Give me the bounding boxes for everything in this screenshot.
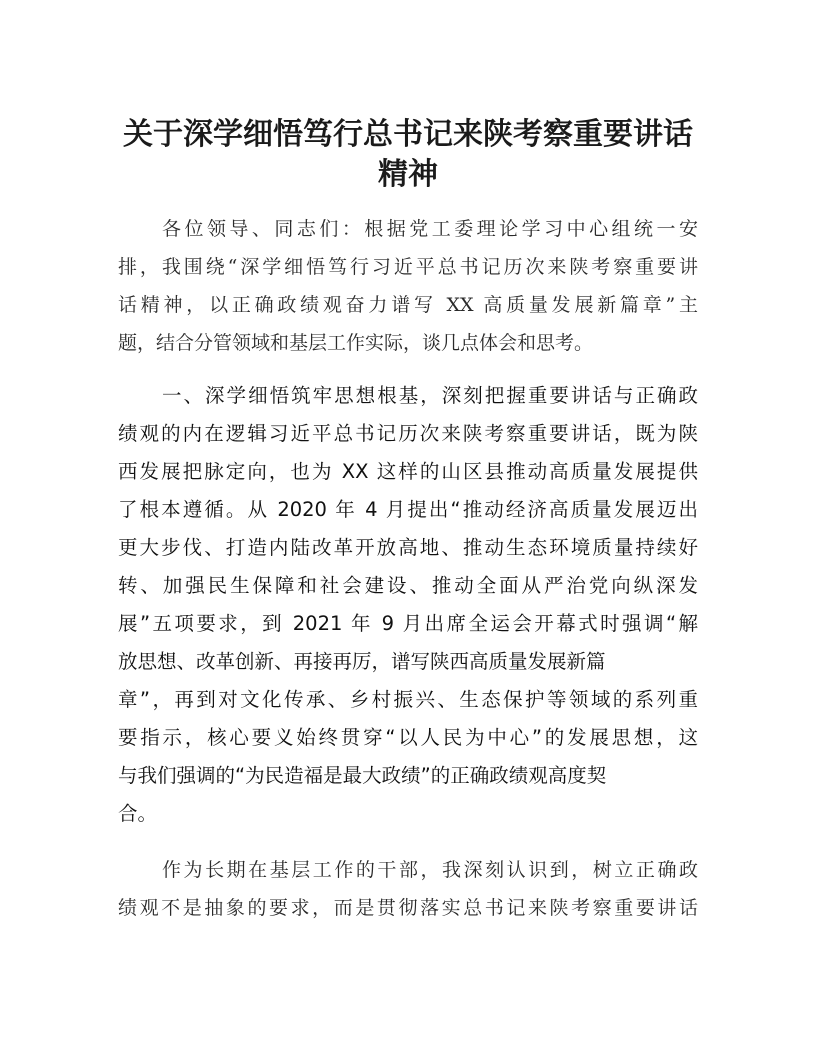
document-title-line-2: 精神 xyxy=(378,157,438,192)
paragraph-line: 一、深学细悟筑牢思想根基，深刻把握重要讲话与正确政 xyxy=(162,384,698,407)
paragraph-line: 题，结合分管领域和基层工作实际，谈几点体会和思考。 xyxy=(118,332,594,354)
paragraph-section-one xyxy=(118,377,698,833)
paragraph-line: 章”，再到对文化传承、乡村振兴、生态保护等领域的系列重 xyxy=(118,688,698,711)
paragraph-line: 了根本遵循。从 2020 年 4 月提出“推动经济高质量发展迈出 xyxy=(118,498,698,521)
paragraph-line: 放思想、改革创新、再接再厉，谱写陕西高质量发展新篇 xyxy=(118,650,606,673)
paragraph-line: 要指示，核心要义始终贯穿“以人民为中心”的发展思想，这 xyxy=(118,726,698,749)
paragraph-line: 作为长期在基层工作的干部，我深刻认识到，树立正确政 xyxy=(162,859,698,881)
paragraph-opening xyxy=(118,210,698,362)
paragraph-line: 与我们强调的“为民造福是最大政绩”的正确政绩观高度契 xyxy=(118,764,607,787)
paragraph-line: 绩观不是抽象的要求，而是贯彻落实总书记来陕考察重要讲话 xyxy=(118,897,698,919)
paragraph-line: 更大步伐、打造内陆改革开放高地、推动生态环境质量持续好 xyxy=(118,536,698,559)
paragraph-line: 合。 xyxy=(118,802,158,825)
paragraph-reflection xyxy=(118,851,698,927)
paragraph-line: 西发展把脉定向，也为 XX 这样的山区县推动高质量发展提供 xyxy=(118,460,698,483)
paragraph-line: 排，我围绕“深学细悟笃行习近平总书记历次来陕考察重要讲 xyxy=(118,256,698,278)
paragraph-line: 展”五项要求，到 2021 年 9 月出席全运会开幕式时强调“解 xyxy=(118,612,698,635)
paragraph-line: 话精神，以正确政绩观奋力谱写 XX 高质量发展新篇章”主 xyxy=(118,294,698,316)
paragraph-line: 转、加强民生保障和社会建设、推动全面从严治党向纵深发 xyxy=(118,574,698,597)
paragraph-line: 各位领导、同志们：根据党工委理论学习中心组统一安 xyxy=(162,218,698,240)
paragraph-line: 绩观的内在逻辑习近平总书记历次来陕考察重要讲话，既为陕 xyxy=(118,422,698,445)
document-title-line-1: 关于深学细悟笃行总书记来陕考察重要讲话 xyxy=(123,117,693,152)
